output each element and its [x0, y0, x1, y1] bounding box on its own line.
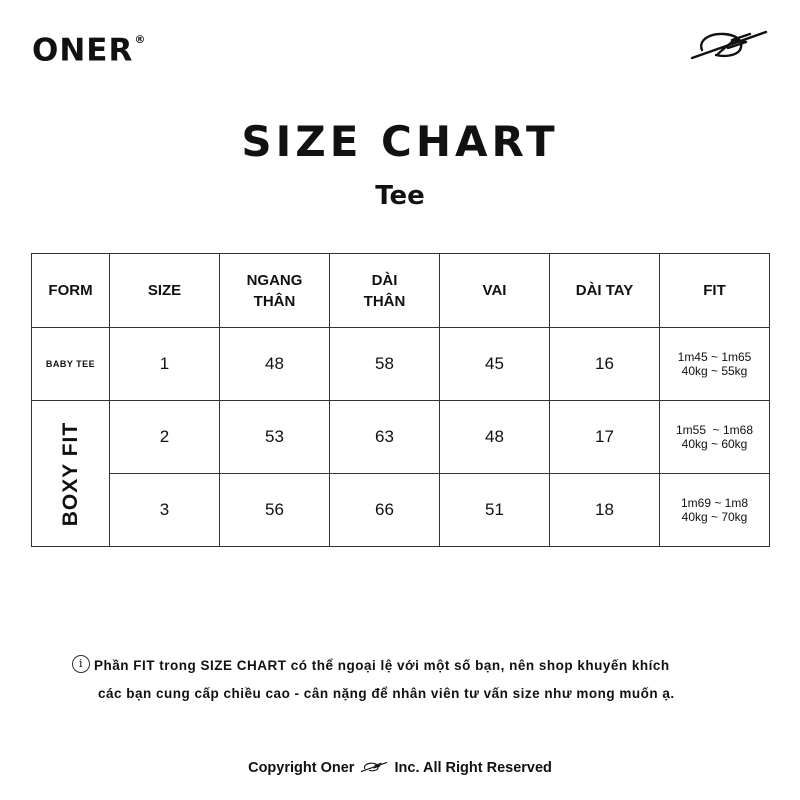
cell-dai-tay: 17 [550, 401, 660, 474]
cell-vai: 48 [440, 401, 550, 474]
cell-dai-tay: 16 [550, 328, 660, 401]
form-baby-tee: BABY TEE [32, 328, 110, 401]
header-form: FORM [32, 254, 110, 328]
header-dai-tay: DÀI TAY [550, 254, 660, 328]
cell-dai-tay: 18 [550, 474, 660, 547]
header-size: SIZE [110, 254, 220, 328]
fit-note [72, 652, 772, 708]
header-dai-than: DÀI THÂN [330, 254, 440, 328]
footer-text-end: Inc. All Right Reserved [394, 760, 552, 776]
header-ngang-than: NGANG THÂN [220, 254, 330, 328]
footer-text-start: Copyright Oner [248, 760, 355, 776]
table-row [32, 401, 770, 474]
slash-lightning-logo-icon [688, 28, 770, 62]
fit-height: 1m55 ~ 1m68 [675, 423, 754, 437]
boxy-fit-label: BOXY FIT [58, 421, 82, 526]
cell-vai: 45 [440, 328, 550, 401]
cell-ngang-than: 56 [220, 474, 330, 547]
page-title: SIZE CHART [241, 117, 559, 166]
page-subtitle: Tee [375, 181, 425, 211]
header-vai: VAI [440, 254, 550, 328]
fit-height: 1m69 ~ 1m8 [680, 496, 749, 510]
cell-size: 1 [110, 328, 220, 401]
header-fit: FIT [660, 254, 770, 328]
cell-size: 3 [110, 474, 220, 547]
fit-height: 1m45 ~ 1m65 [677, 350, 752, 364]
copyright-footer [0, 758, 800, 778]
table-row [32, 328, 770, 401]
brand-name: ONER [32, 32, 134, 69]
cell-vai: 51 [440, 474, 550, 547]
registered-mark: ® [134, 33, 147, 46]
cell-dai-than: 58 [330, 328, 440, 401]
cell-ngang-than: 53 [220, 401, 330, 474]
info-icon: i [72, 655, 90, 673]
note-line-2: các bạn cung cấp chiều cao - cân nặng để nhân viên tư vấn size như mong muốn ạ. [98, 686, 675, 701]
slash-lightning-small-icon [360, 760, 388, 774]
cell-fit [660, 474, 770, 547]
cell-dai-than: 63 [330, 401, 440, 474]
table-row [32, 474, 770, 547]
table-header-row [32, 254, 770, 328]
brand-logo [32, 26, 146, 70]
cell-fit [660, 328, 770, 401]
fit-weight: 40kg ~ 70kg [681, 510, 748, 524]
fit-weight: 40kg ~ 60kg [681, 437, 748, 451]
cell-dai-than: 66 [330, 474, 440, 547]
size-chart-table [31, 253, 770, 547]
note-line-1: Phần FIT trong SIZE CHART có thể ngoại lệ với một số bạn, nên shop khuyến khích [94, 658, 670, 673]
form-boxy-fit [32, 401, 110, 547]
cell-fit [660, 401, 770, 474]
cell-ngang-than: 48 [220, 328, 330, 401]
fit-weight: 40kg ~ 55kg [681, 364, 748, 378]
cell-size: 2 [110, 401, 220, 474]
